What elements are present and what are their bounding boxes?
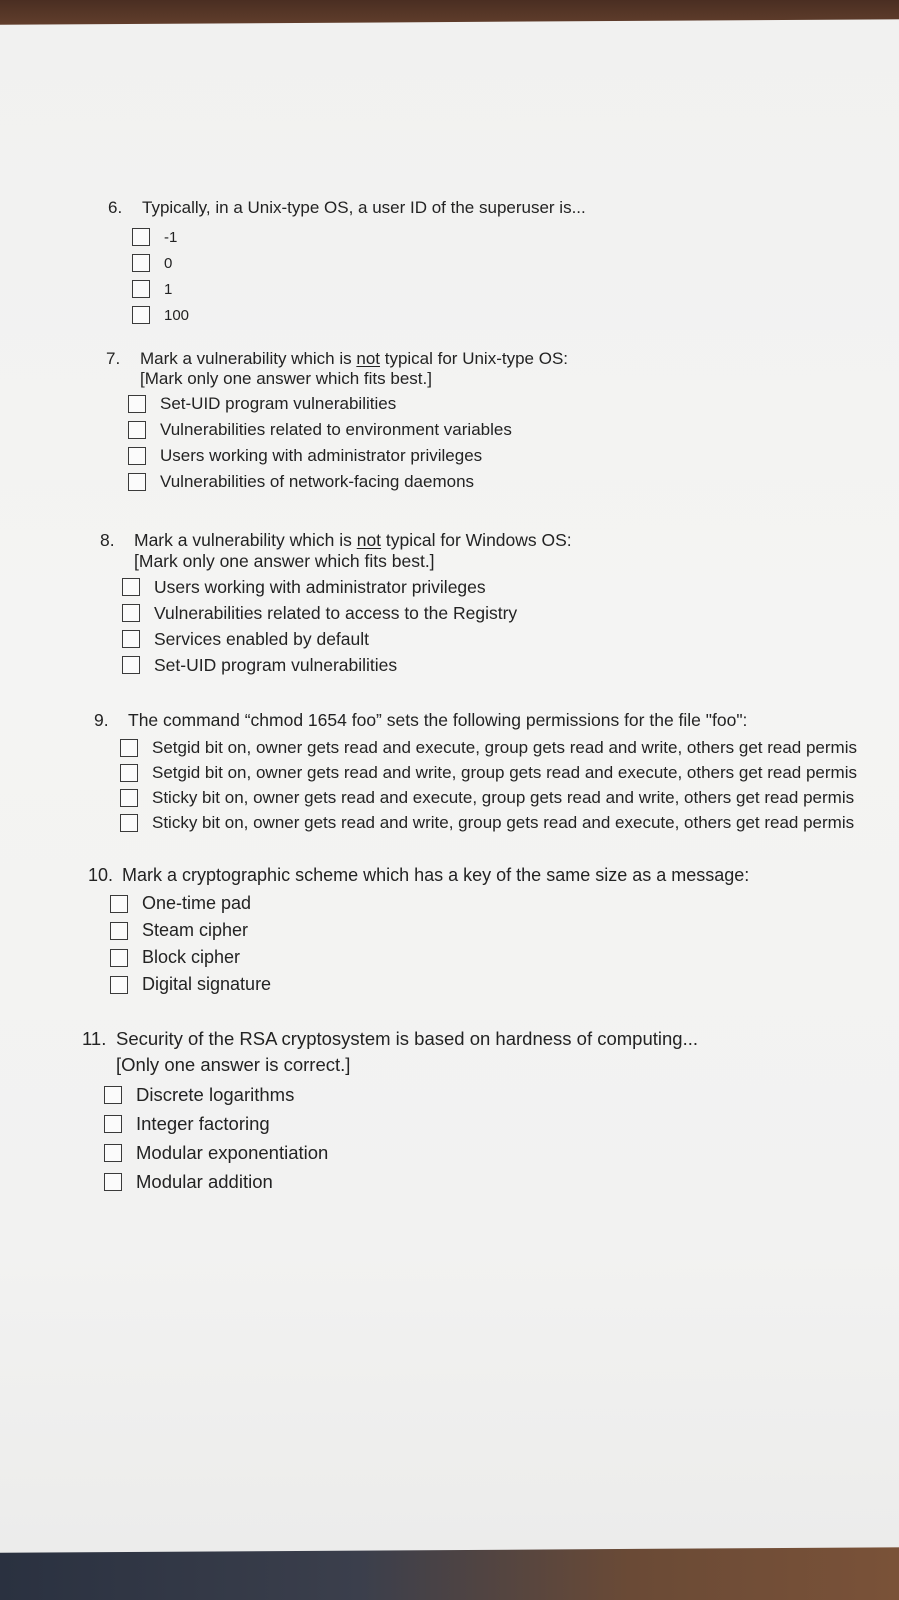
question-8-options [100, 574, 572, 678]
answer-label: Vulnerabilities of network-facing daemons [160, 472, 475, 491]
answer-label: Integer factoring [136, 1112, 270, 1134]
checkbox[interactable] [122, 604, 140, 622]
answer-label: Users working with administrator privileges [160, 446, 483, 465]
checkbox[interactable] [122, 656, 140, 674]
answer-option[interactable] [110, 971, 749, 998]
answer-option[interactable] [122, 574, 572, 600]
checkbox[interactable] [132, 254, 150, 272]
answer-label: Setgid bit on, owner gets read and execute, group gets read and write, others get read permis [152, 737, 857, 757]
answer-label: Digital signature [142, 974, 272, 994]
answer-option[interactable] [120, 810, 857, 835]
question-7 [106, 349, 568, 495]
question-7-prompt [106, 349, 568, 369]
checkbox[interactable] [110, 949, 128, 967]
checkbox[interactable] [110, 922, 128, 940]
answer-option[interactable] [132, 276, 586, 302]
checkbox[interactable] [132, 306, 150, 324]
question-text [134, 530, 572, 551]
answer-label: Vulnerabilities related to environment variables [160, 420, 512, 439]
checkbox[interactable] [132, 280, 150, 298]
answer-label: Setgid bit on, owner gets read and write, group gets read and execute, others get read permis [152, 762, 857, 782]
answer-option[interactable] [120, 760, 857, 785]
question-8-prompt [100, 530, 572, 551]
question-number: 6. [108, 198, 123, 217]
answer-label: 100 [164, 306, 190, 324]
question-text-part: Mark a vulnerability which is [140, 349, 357, 368]
question-number: 7. [106, 349, 121, 368]
answer-option[interactable] [120, 785, 857, 810]
checkbox[interactable] [128, 395, 146, 413]
question-10-options [88, 890, 749, 998]
checkbox[interactable] [122, 578, 140, 596]
answer-option[interactable] [110, 917, 749, 944]
checkbox[interactable] [104, 1115, 122, 1133]
answer-option[interactable] [122, 626, 572, 652]
question-number: 10. [88, 865, 114, 885]
answer-label: Discrete logarithms [136, 1083, 295, 1105]
question-text [140, 349, 568, 369]
answer-option[interactable] [132, 302, 586, 328]
question-text: The command “chmod 1654 foo” sets the following permissions for the file "foo": [128, 710, 748, 730]
answer-option[interactable] [128, 443, 568, 469]
answer-option[interactable] [110, 890, 749, 917]
answer-option[interactable] [110, 944, 749, 971]
question-11-options [82, 1080, 698, 1196]
answer-label: One-time pad [142, 893, 252, 913]
checkbox[interactable] [120, 789, 138, 807]
checkbox[interactable] [120, 814, 138, 832]
checkbox[interactable] [132, 228, 150, 246]
question-9 [94, 710, 857, 835]
checkbox[interactable] [104, 1086, 122, 1104]
answer-label: Set-UID program vulnerabilities [154, 654, 398, 675]
question-9-options [94, 735, 857, 835]
question-11 [82, 1028, 698, 1196]
checkbox[interactable] [110, 895, 128, 913]
question-text-part: typical for Unix-type OS: [380, 349, 569, 368]
answer-label: Set-UID program vulnerabilities [160, 394, 397, 413]
answer-option[interactable] [104, 1109, 698, 1138]
checkbox[interactable] [110, 976, 128, 994]
emphasis-not: not [356, 530, 382, 550]
answer-label: Block cipher [142, 947, 241, 967]
question-text-part: typical for Windows OS: [381, 530, 572, 550]
answer-option[interactable] [132, 224, 586, 250]
question-text: Mark a cryptographic scheme which has a key of the same size as a message: [122, 865, 750, 885]
checkbox[interactable] [104, 1173, 122, 1191]
answer-option[interactable] [128, 391, 568, 417]
question-10-prompt [88, 865, 749, 886]
question-text-part: Mark a vulnerability which is [134, 530, 357, 550]
question-note: [Only one answer is correct.] [116, 1054, 351, 1075]
answer-option[interactable] [104, 1080, 698, 1109]
answer-option[interactable] [122, 600, 572, 626]
question-9-prompt [94, 710, 857, 731]
checkbox[interactable] [120, 739, 138, 757]
answer-label: Sticky bit on, owner gets read and write, group gets read and execute, others get read permis [152, 812, 855, 832]
answer-label: Users working with administrator privileges [154, 576, 486, 597]
answer-label: -1 [164, 228, 178, 246]
question-number: 8. [100, 530, 115, 550]
checkbox[interactable] [120, 764, 138, 782]
checkbox[interactable] [122, 630, 140, 648]
answer-option[interactable] [104, 1167, 698, 1196]
answer-option[interactable] [128, 469, 568, 495]
question-6 [108, 198, 586, 328]
question-8 [100, 530, 572, 678]
checkbox[interactable] [128, 447, 146, 465]
question-note: [Mark only one answer which fits best.] [134, 551, 435, 571]
question-7-options [106, 391, 568, 495]
answer-option[interactable] [122, 652, 572, 678]
emphasis-not: not [356, 349, 380, 368]
checkbox[interactable] [128, 421, 146, 439]
answer-label: Vulnerabilities related to access to the Registry [154, 602, 518, 623]
question-11-prompt [82, 1028, 698, 1050]
answer-option[interactable] [132, 250, 586, 276]
answer-label: 1 [164, 280, 173, 298]
question-6-prompt [108, 198, 586, 218]
question-text: Security of the RSA cryptosystem is based on hardness of computing... [116, 1028, 699, 1049]
answer-label: Sticky bit on, owner gets read and execute, group gets read and write, others get read permis [152, 787, 855, 807]
answer-label: Modular addition [136, 1170, 273, 1192]
question-6-options [108, 224, 586, 328]
question-note: [Mark only one answer which fits best.] [140, 369, 432, 388]
answer-option[interactable] [104, 1138, 698, 1167]
checkbox[interactable] [104, 1144, 122, 1162]
checkbox[interactable] [128, 473, 146, 491]
answer-label: Services enabled by default [154, 628, 369, 649]
question-text: Typically, in a Unix-type OS, a user ID of the superuser is... [142, 198, 586, 217]
question-number: 11. [82, 1028, 107, 1049]
question-number: 9. [94, 710, 109, 730]
question-10 [88, 865, 749, 998]
answer-option[interactable] [120, 735, 857, 760]
answer-label: 0 [164, 254, 173, 272]
answer-label: Steam cipher [142, 920, 249, 940]
answer-label: Modular exponentiation [136, 1141, 329, 1163]
answer-option[interactable] [128, 417, 568, 443]
